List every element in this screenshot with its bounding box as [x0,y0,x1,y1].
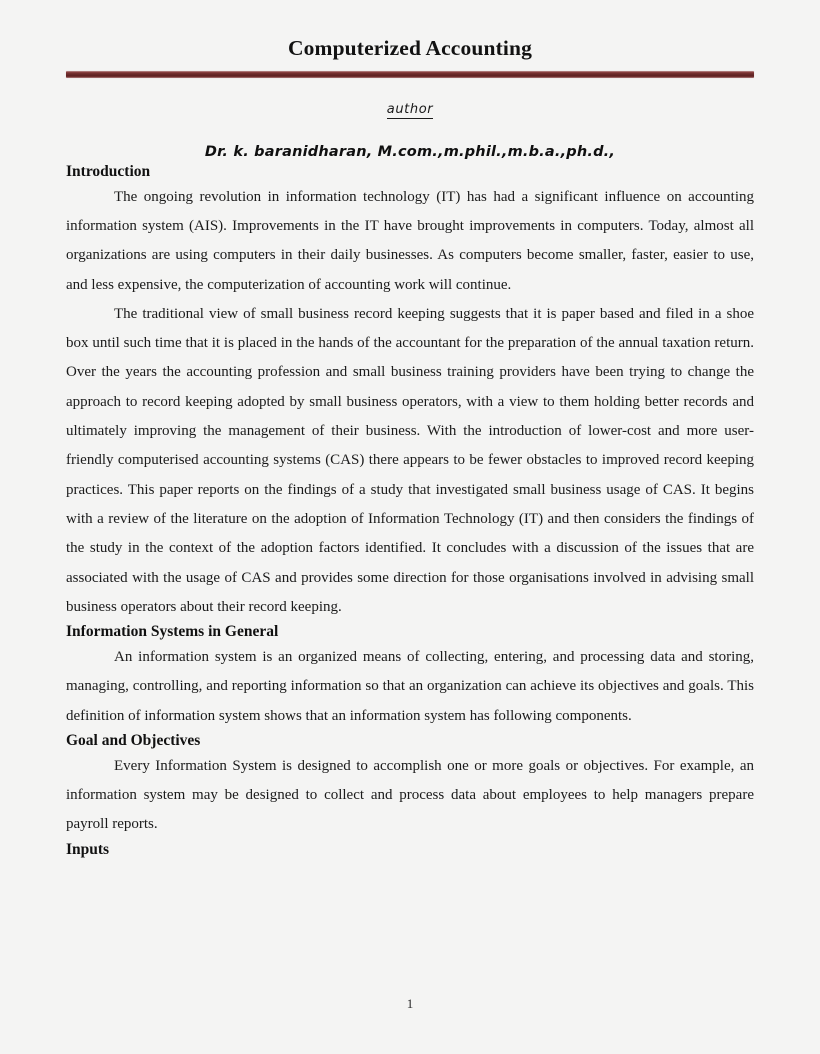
page-title: Computerized Accounting [287,36,533,60]
section-heading-inputs: Inputs [66,840,110,858]
section-heading-goal-and-objectives: Goal and Objectives [66,731,201,749]
title-divider-rule [66,71,754,78]
goal-and-objectives-paragraph-1: Every Information System is designed to accomplish one or more goals or objectives. For example, an information system may be designed to collect and process data about employees to help managers prepare payroll reports. [66,757,754,833]
section-heading-introduction: Introduction [66,162,151,180]
introduction-paragraph-1: The ongoing revolution in information technology (IT) has had a significant influence on accounting information system (AIS). Improvements in the IT have brought improvements in computers. Today, almost all organizations are using computers in their daily businesses. As computers become smaller, faster, easier to use, and less expensive, the computerization of accounting work will continue. [66,188,754,293]
author-name: Dr. k. baranidharan, M.com.,m.phil.,m.b.a.,ph.d., [204,144,616,161]
page-number: 1 [406,996,414,1011]
document-content [66,0,754,861]
section-heading-information-systems: Information Systems in General [66,623,279,641]
author-label: author [387,102,433,120]
information-systems-paragraph-1: An information system is an organized means of collecting, entering, and processing data and storing, managing, controlling, and reporting information so that an organization can achieve its objectives and goals. This definition of information system shows that an information system has following components. [66,649,754,724]
introduction-paragraph-2: The traditional view of small business record keeping suggests that it is paper based and filed in a shoe box until such time that it is placed in the hands of the accountant for the preparation of the annual taxation return. Over the years the accounting profession and small business training providers have been trying to change the approach to record keeping adopted by small business operators, with a view to them holding better records and ultimately improving the management of their business. With the introduction of lower-cost and more user-friendly computerised accounting systems (CAS) there appears to be fewer obstacles to improved record keeping practices. This paper reports on the findings of a study that investigated small business usage of CAS. It begins with a review of the literature on the adoption of Information Technology (IT) and then considers the findings of the study in the context of the adoption factors identified. It concludes with a discussion of the issues that are associated with the usage of CAS and provides some direction for those organisations involved in advising small business operators about their record keeping. [66,305,754,615]
author-block [66,100,754,162]
